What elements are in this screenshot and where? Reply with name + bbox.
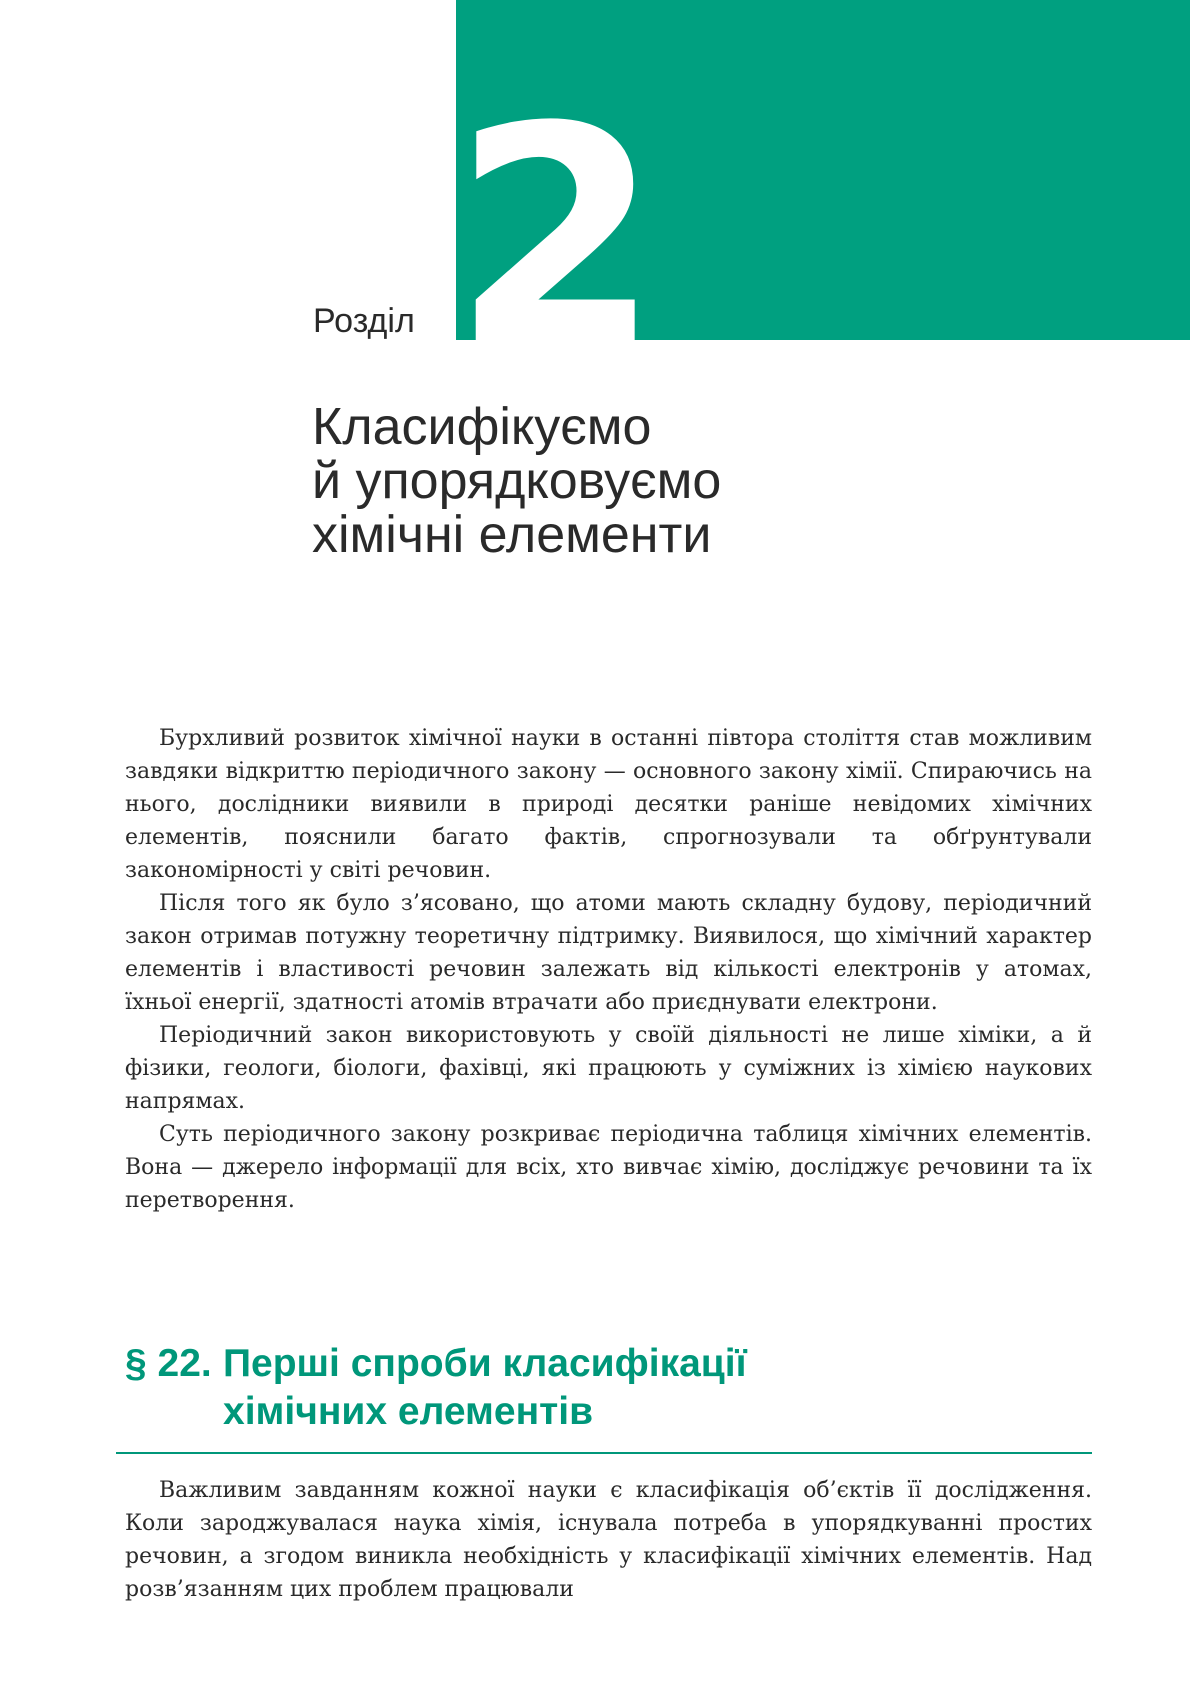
chapter-number: 2 (452, 63, 655, 412)
chapter-label: Розділ (313, 302, 415, 340)
section-divider (116, 1452, 1092, 1454)
chapter-title-line: хімічні елементи (312, 506, 712, 564)
chapter-title-line: й упорядковуємо (312, 452, 722, 510)
section-heading (125, 1340, 747, 1436)
section-title-line: Перші спроби класифікації (223, 1342, 747, 1385)
section-number: § 22. (125, 1342, 212, 1385)
chapter-title-line: Класифікуємо (312, 398, 652, 456)
section-body (125, 1474, 1092, 1606)
chapter-introduction (125, 722, 1092, 1217)
intro-paragraph: Періодичний закон використовують у своїй діяльності не лише хіміки, а й фізики, геологи, біологи, фахівці, які працюють у суміжних із хімією наукових напрямах. (125, 1023, 1092, 1114)
intro-paragraph: Суть періодичного закону розкриває періодична таблиця хімічних елементів. Вона — джерело інформації для всіх, хто вивчає хімію, досліджує речовини та їх перетворення. (125, 1122, 1092, 1213)
section-title-line: хімічних елементів (223, 1390, 594, 1433)
intro-paragraph: Бурхливий розвиток хімічної науки в останні півтора століття став можливим завдяки відкриттю періодичного закону — основного закону хімії. Спираючись на нього, дослідники виявили в природі десятки раніше невідомих хімічних елементів, пояснили багато фактів, спрогнозували та обґрунтували закономірності у світі речовин. (125, 726, 1092, 883)
section-paragraph: Важливим завданням кожної науки є класифікація об’єктів її дослідження. Коли зароджувалася наука хімія, існувала потреба в упорядкуванні простих речовин, а згодом виникла необхідність у класифікації хімічних елементів. Над розв’язанням цих проблем працювали (125, 1478, 1092, 1602)
intro-paragraph: Після того як було з’ясовано, що атоми мають складну будову, періодичний закон отримав потужну теоретичну підтримку. Виявилося, що хімічний характер елементів і властивості речовин залежать від кількості електронів у атомах, їхньої енергії, здатності атомів втрачати або приєднувати електрони. (125, 891, 1092, 1015)
chapter-title (312, 400, 872, 562)
